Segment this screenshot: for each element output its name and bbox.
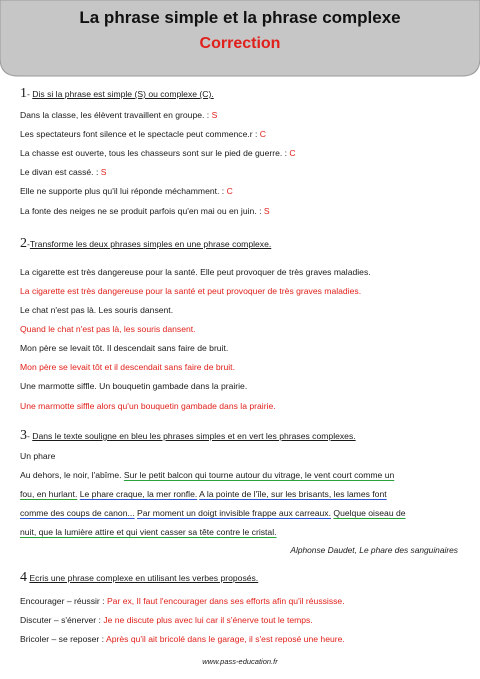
section-2-heading: 2-Transforme les deux phrases simples en une phrase complexe. [20, 236, 272, 251]
section-number: 4 [20, 570, 27, 585]
list-item: Bricoler – se reposer : Après qu'il ait bricolé dans le garage, il s'est reposé une heure. [20, 634, 345, 644]
page-title: La phrase simple et la phrase complexe [79, 8, 401, 27]
list-item: Une marmotte siffle alors qu'un bouquetin gambade dans la prairie. [20, 401, 276, 411]
list-item: Encourager – réussir : Par ex, Il faut l'encourager dans ses efforts afin qu'il réussisse. [20, 596, 345, 606]
complex-sentence: Sur le petit balcon qui tourne autour du vitrage, le vent court comme un [123, 470, 395, 480]
page-subtitle: Correction [199, 35, 281, 52]
section-number: 2 [20, 236, 27, 251]
list-item: Une marmotte siffle. Un bouquetin gambade dans la prairie. [20, 381, 248, 391]
section-3-heading: 3- Dans le texte souligne en bleu les phrases simples et en vert les phrases complexes. [20, 428, 356, 443]
section-number: 3 [20, 428, 27, 443]
text-line: Au dehors, le noir, l'abîme. Sur le petit balcon qui tourne autour du vitrage, le vent court comme un [20, 470, 395, 480]
list-item: Mon père se levait tôt. Il descendait sans faire de bruit. [20, 343, 229, 353]
header-banner [0, 0, 480, 80]
author-credit: Alphonse Daudet, Le phare des sanguinaires [290, 545, 458, 555]
simple-sentence: Le phare craque, la mer ronfle. [79, 489, 198, 499]
list-item: La cigarette est très dangereuse pour la santé et peut provoquer de très graves maladies. [20, 286, 362, 296]
list-item: Le chat n'est pas là. Les souris dansent. [20, 305, 174, 315]
list-item: La cigarette est très dangereuse pour la santé. Elle peut provoquer de très graves maladies. [20, 267, 371, 277]
list-item: Discuter – s'énerver : Je ne discute plus avec lui car il s'énerve tout le temps. [20, 615, 313, 625]
list-item: Mon père se levait tôt et il descendait sans faire de bruit. [20, 362, 235, 372]
text-heading: Un phare [20, 451, 56, 461]
footer-url: www.pass-education.fr [202, 657, 278, 666]
list-item: La chasse est ouverte, tous les chasseurs sont sur le pied de guerre. : C [20, 148, 296, 158]
section-1-heading: 1- Dis si la phrase est simple (S) ou complexe (C). [20, 86, 214, 101]
simple-sentence: A la pointe de l'île, sur les brisants, les lames font [199, 489, 387, 499]
simple-sentence: Par moment un doigt invisible frappe aux carreaux. [137, 508, 331, 518]
section-number: 1 [20, 86, 27, 101]
text-line [20, 507, 406, 519]
list-item: Quand le chat n'est pas là, les souris dansent. [20, 324, 196, 334]
section-instruction: Ecris une phrase complexe en utilisant les verbes proposés. [29, 573, 259, 583]
simple-sentence: comme des coups de canon... [20, 508, 135, 518]
list-item: Dans la classe, les élèvent travaillent en groupe. : S [20, 110, 218, 120]
list-item: Elle ne supporte plus qu'il lui réponde méchamment. : C [20, 186, 233, 196]
section-instruction: Transforme les deux phrases simples en une phrase complexe. [29, 239, 272, 249]
section-instruction: Dis si la phrase est simple (S) ou complexe (C). [32, 89, 214, 99]
text-line [20, 526, 277, 538]
complex-sentence: nuit, que la lumière attire et qui vient casser sa tête contre le cristal. [20, 527, 277, 537]
text-line [20, 488, 387, 500]
section-4-heading [20, 570, 258, 586]
list-item: La fonte des neiges ne se produit parfois qu'en mai ou en juin. : S [20, 206, 270, 216]
complex-sentence: Quelque oiseau de [333, 508, 406, 518]
list-item: Le divan est cassé. : S [20, 167, 107, 177]
complex-sentence: fou, en hurlant. [20, 489, 78, 499]
section-instruction: Dans le texte souligne en bleu les phrases simples et en vert les phrases complexes. [32, 431, 356, 441]
list-item: Les spectateurs font silence et le spectacle peut commence.r : C [20, 129, 267, 139]
